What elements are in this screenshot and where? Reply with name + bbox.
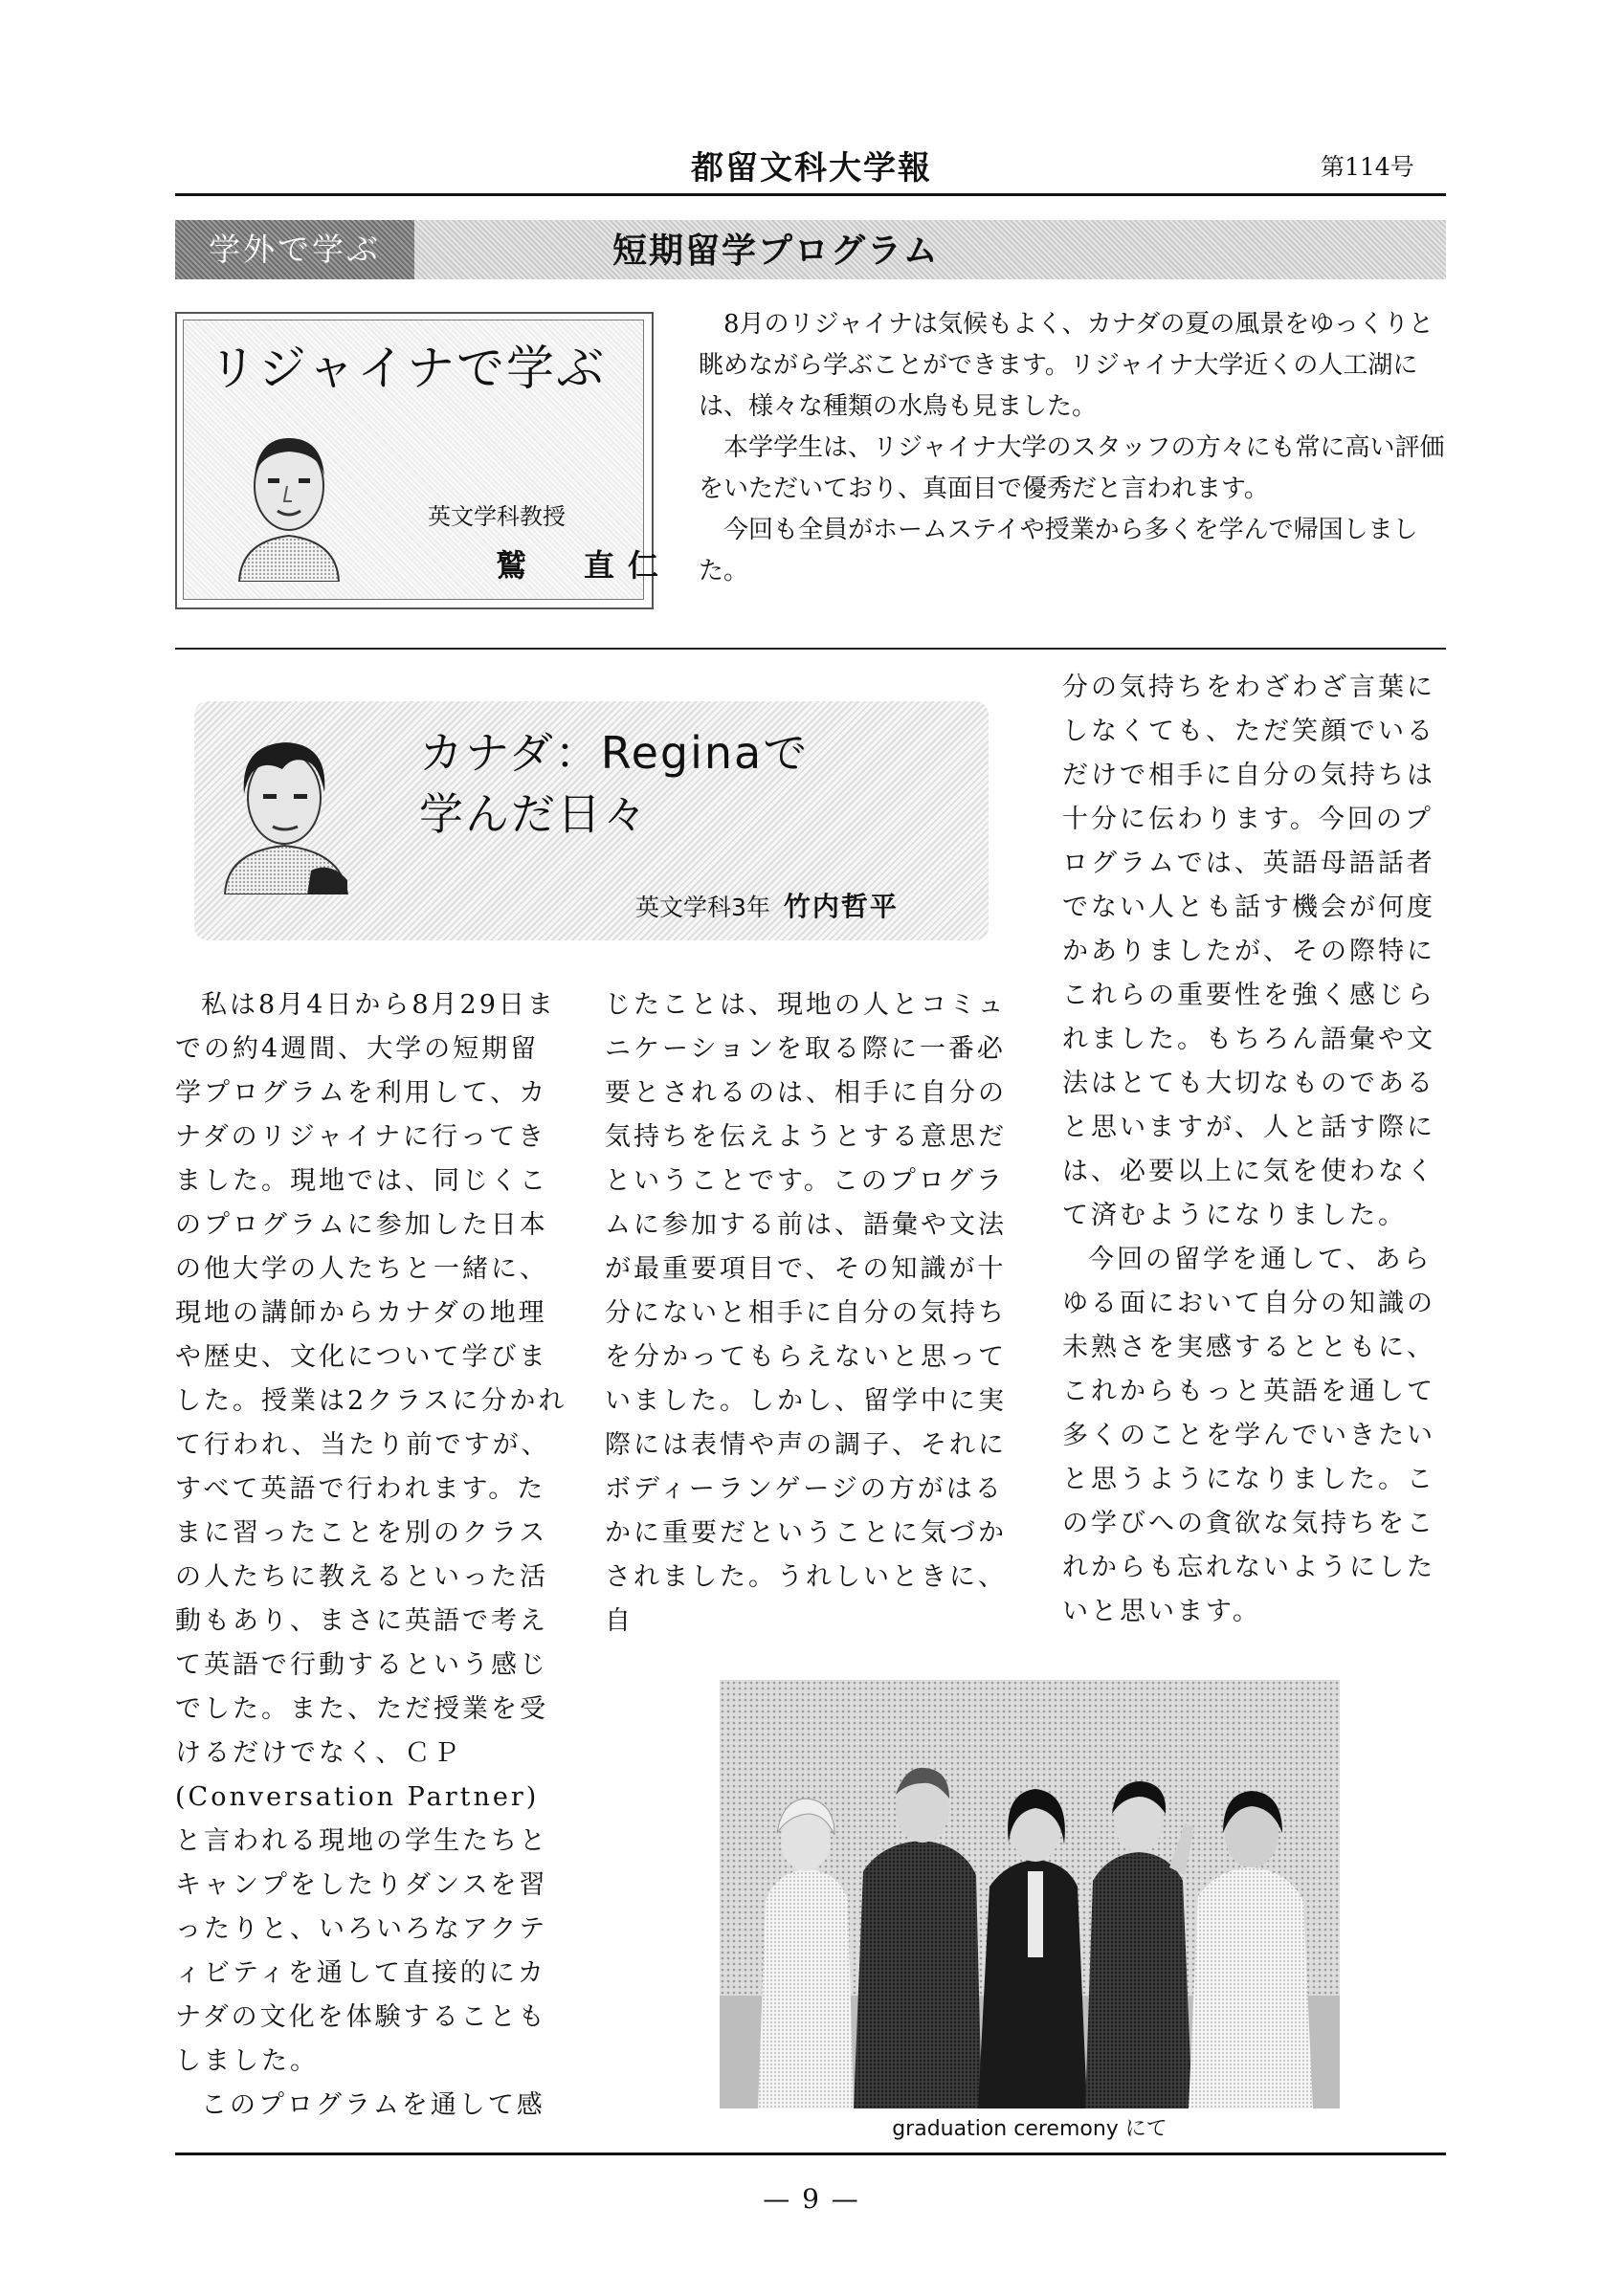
section-title: 短期留学プログラム (612, 231, 940, 271)
article-title (419, 722, 809, 845)
intro-paragraph: 本学学生は、リジャイナ大学のスタッフの方々にも常に高い評価をいただいており、真面目で優秀だと言われます。 (699, 433, 1445, 503)
photo-caption: graduation ceremony にて (892, 2117, 1167, 2141)
article-column-1 (175, 983, 567, 2128)
article-paragraph: じたことは、現地の人とコミュニケーションを取る際に一番必要とされるのは、相手に自分の気持ちを伝えようとする意思だということです。このプログラムに参加する前は、語彙や文法が最重要項目で、その知識が十分にないと相手に自分の気持ちを分かってもらえないと思っていました。しかし、留学中に実際には表情や声の調子、それにボディーランゲージの方がはるかに重要だということに気づかされました。うれしいときに、自 (605, 990, 1007, 1636)
issue-number: 第114号 (1321, 153, 1414, 181)
article-column-2 (605, 983, 1007, 1644)
section-tag: 学外で学ぶ (175, 220, 414, 279)
student-portrait (215, 727, 354, 894)
intro-paragraph: 今回も全員がホームステイや授業から多くを学んで帰国しました。 (699, 516, 1418, 585)
article-title-line: 学んだ日々 (419, 788, 649, 840)
article-column-3 (1062, 666, 1447, 1634)
author-name: 竹内哲平 (783, 891, 899, 922)
author-dept: 英文学科3年 (635, 894, 770, 921)
professor-role: 英文学科教授 (428, 503, 566, 530)
header-rule (175, 193, 1446, 196)
page-number: — 9 — (763, 2183, 860, 2215)
intro-text (699, 304, 1445, 592)
article-paragraph: このプログラムを通して感 (201, 2090, 545, 2120)
article-paragraph: 私は8月4日から8月29日までの約4週間、大学の短期留学プログラムを利用して、カナダのリジャイナに行ってきました。現地では、同じくこのプログラムに参加した日本の他大学の人たちと一緒に、現地の講師からカナダの地理や歴史、文化について学びました。授業は2クラスに分かれて行われ、当たり前ですが、すべて英語で行われます。たまに習ったことを別のクラスの人たちに教えるといった活動もあり、まさに英語で考えて英語で行動するという感じでした。また、ただ授業を受けるだけでなく、ＣＰ(Conversation Partner) と言われる現地の学生たちとキャンプをしたりダンスを習ったりと、いろいろなアクティビティを通して直接的にカナダの文化を体験することもしました。 (175, 990, 567, 2076)
professor-name: 鷲 直仁 (496, 547, 673, 584)
article-paragraph: 今回の留学を通して、あらゆる面において自分の知識の未熟さを実感するとともに、これからもっと英語を通して多くのことを学んでいきたいと思うようになりました。この学びへの貪欲な気持ちをこれからも忘れないようにしたいと思います。 (1062, 1245, 1435, 1626)
graduation-photo (720, 1680, 1340, 2108)
article-title-line: カナダ：Reginaで (419, 727, 810, 779)
newsletter-title: 都留文科大学報 (691, 149, 932, 188)
footer-rule (175, 2152, 1446, 2155)
article-paragraph: 分の気持ちをわざわざ言葉にしなくても、ただ笑顔でいるだけで相手に自分の気持ちは十分に伝わります。今回のプログラムでは、英語母語話者でない人とも話す機会が何度かありましたが、その際特にこれらの重要性を強く感じられました。もちろん語彙や文法はとても大切なものであると思いますが、人と話す際には、必要以上に気を使わなくて済むようになりました。 (1062, 673, 1435, 1230)
article-author (635, 886, 899, 924)
regina-box-title: リジャイナで学ぶ (209, 341, 606, 396)
intro-paragraph: 8月のリジャイナは気候もよく、カナダの夏の風景をゆっくりと眺めながら学ぶことができます。リジャイナ大学近くの人工湖には、様々な種類の水鳥も見ました。 (699, 310, 1434, 421)
section-divider (175, 648, 1446, 650)
professor-portrait (232, 419, 346, 582)
